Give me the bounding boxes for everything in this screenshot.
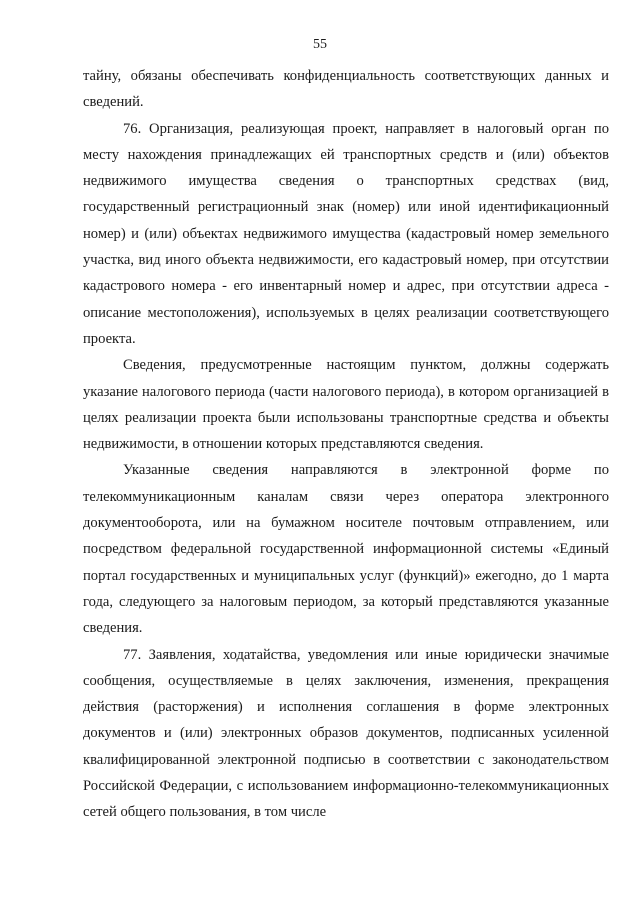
page-number: 55 [313,37,327,52]
paragraph-continuation: тайну, обязаны обеспечивать конфиденциальность соответствующих данных и сведений. [83,68,609,111]
paragraph-item-76-details: Сведения, предусмотренные настоящим пунктом, должны содержать указание налогового периода (части налогового периода), в котором организацией в целях реализации проекта были использованы транспортные средства и объекты недвижимости, в отношении которых представляются сведения. [83,357,609,453]
paragraph-item-76-submission: Указанные сведения направляются в электронной форме по телекоммуникационным каналам связи через оператора электронного документооборота, или на бумажном носителе почтовым отправлением, или посредством федеральной государственной информационной системы «Единый портал государственных и муниципальных услуг (функций)» ежегодно, до 1 марта года, следующего за налоговым периодом, за который представляются указанные сведения. [83,462,609,637]
document-body [83,63,609,826]
paragraph-item-77: 77. Заявления, ходатайства, уведомления или иные юридически значимые сообщения, осуществляемые в целях заключения, изменения, прекращения действия (расторжения) и исполнения соглашения в форме электронных документов и (или) электронных образов документов, подписанных усиленной квалифицированной электронной подписью в соответствии с законодательством Российской Федерации, с использованием информационно-телекоммуникационных сетей общего пользования, в том числе [83,646,609,821]
paragraph-item-76: 76. Организация, реализующая проект, направляет в налоговый орган по месту нахождения принадлежащих ей транспортных средств и (или) объектов недвижимого имущества сведения о транспортных средствах (вид, государственный регистрационный знак (номер) или иной идентификационный номер) и (или) объектах недвижимого имущества (кадастровый номер земельного участка, вид иного объекта недвижимости, его кадастровый номер, при отсутствии кадастрового номера - его инвентарный номер и адрес, при отсутствии адреса - описание местоположения), используемых в целях реализации соответствующего проекта. [83,120,609,347]
